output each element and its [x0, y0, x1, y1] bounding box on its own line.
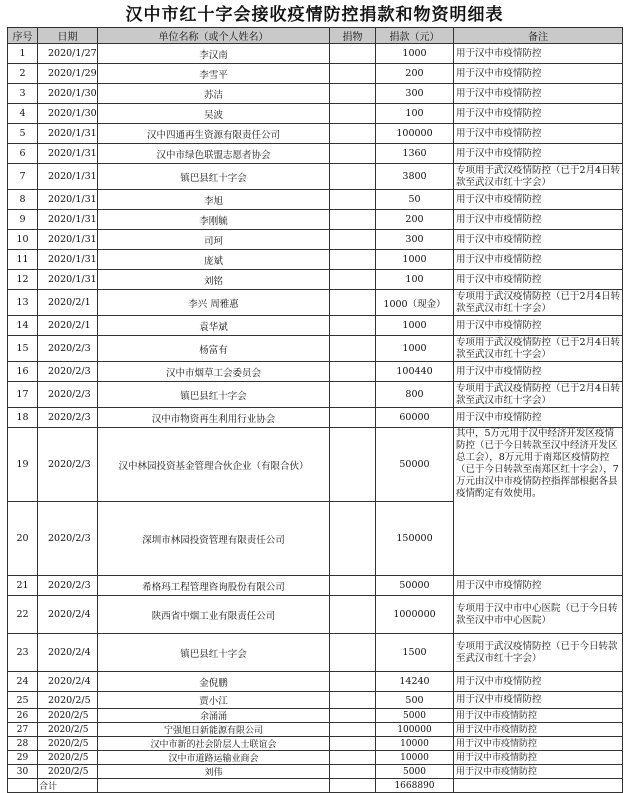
- cell-date[interactable]: 2020/2/1: [38, 316, 98, 336]
- cell-amount[interactable]: 5000: [376, 709, 454, 723]
- cell-no[interactable]: 15: [8, 336, 38, 362]
- cell-no[interactable]: 29: [8, 751, 38, 765]
- cell-amount[interactable]: 100000: [376, 124, 454, 144]
- cell-unit[interactable]: 汉中林园投资基金管理合伙企业（有限合伙）: [98, 428, 330, 502]
- table-row: [8, 428, 623, 502]
- cell-amount[interactable]: 1500: [376, 634, 454, 672]
- cell-date[interactable]: 2020/2/5: [38, 723, 98, 737]
- cell-note[interactable]: 专项用于武汉疫情防控（已于今日转款至武汉市红十字会）: [454, 634, 623, 672]
- cell-goods[interactable]: [330, 692, 376, 709]
- cell-goods[interactable]: [330, 751, 376, 765]
- cell-no[interactable]: 12: [8, 270, 38, 290]
- cell-no[interactable]: 14: [8, 316, 38, 336]
- cell-unit[interactable]: 刘铭: [98, 270, 330, 290]
- table-row: [8, 336, 623, 362]
- cell-goods[interactable]: [330, 84, 376, 104]
- table-row: [8, 362, 623, 382]
- column-header-amount[interactable]: 捐款（元）: [376, 28, 454, 44]
- cell-unit[interactable]: 汉中市新的社会阶层人士联谊会: [98, 737, 330, 751]
- cell-unit[interactable]: 李刚毓: [98, 210, 330, 230]
- cell-note[interactable]: 用于汉中市疫情防控: [454, 124, 623, 144]
- cell-goods[interactable]: [330, 104, 376, 124]
- cell-goods[interactable]: [330, 502, 376, 576]
- cell-date[interactable]: 2020/1/31: [38, 210, 98, 230]
- cell-no[interactable]: [8, 779, 38, 793]
- cell-note[interactable]: 用于汉中市疫情防控: [454, 84, 623, 104]
- cell-note[interactable]: 用于汉中市疫情防控: [454, 316, 623, 336]
- cell-date[interactable]: 2020/1/31: [38, 144, 98, 164]
- cell-goods[interactable]: [330, 362, 376, 382]
- cell-note[interactable]: 专项用于武汉疫情防控（已于2月4日转款至武汉市红十字会）: [454, 382, 623, 408]
- cell-amount[interactable]: 1000: [376, 316, 454, 336]
- cell-goods[interactable]: [330, 124, 376, 144]
- table-row: [8, 723, 623, 737]
- cell-date[interactable]: 2020/2/5: [38, 692, 98, 709]
- cell-note[interactable]: 用于汉中市疫情防控: [454, 709, 623, 723]
- cell-date[interactable]: 2020/2/3: [38, 428, 98, 502]
- cell-goods[interactable]: [330, 576, 376, 596]
- cell-note[interactable]: 用于汉中市疫情防控: [454, 104, 623, 124]
- cell-no[interactable]: 6: [8, 144, 38, 164]
- cell-amount[interactable]: 800: [376, 382, 454, 408]
- cell-no[interactable]: 16: [8, 362, 38, 382]
- cell-date[interactable]: 2020/1/31: [38, 164, 98, 190]
- cell-amount[interactable]: 200: [376, 64, 454, 84]
- cell-amount[interactable]: 10000: [376, 737, 454, 751]
- cell-note[interactable]: 用于汉中市疫情防控: [454, 408, 623, 428]
- cell-unit[interactable]: 宁强旭日新能源有限公司: [98, 723, 330, 737]
- cell-amount[interactable]: 1360: [376, 144, 454, 164]
- cell-date[interactable]: 2020/1/30: [38, 84, 98, 104]
- cell-no[interactable]: 21: [8, 576, 38, 596]
- table-row: [8, 382, 623, 408]
- cell-amount[interactable]: 50000: [376, 576, 454, 596]
- cell-amount[interactable]: 1000: [376, 336, 454, 362]
- column-header-unit[interactable]: 单位名称（或个人姓名）: [98, 28, 330, 44]
- cell-unit[interactable]: 汉中市道路运输业商会: [98, 751, 330, 765]
- cell-date[interactable]: 2020/2/3: [38, 408, 98, 428]
- cell-no[interactable]: 7: [8, 164, 38, 190]
- cell-goods[interactable]: [330, 144, 376, 164]
- cell-note[interactable]: 用于汉中市疫情防控: [454, 362, 623, 382]
- cell-unit[interactable]: 金倪鹏: [98, 672, 330, 692]
- cell-amount[interactable]: 100440: [376, 362, 454, 382]
- cell-note[interactable]: [454, 779, 623, 793]
- table-row: [8, 250, 623, 270]
- cell-goods[interactable]: [330, 428, 376, 502]
- cell-goods[interactable]: [330, 290, 376, 316]
- cell-goods[interactable]: [330, 382, 376, 408]
- table-row: [8, 692, 623, 709]
- table-row: [8, 290, 623, 316]
- cell-no[interactable]: 26: [8, 709, 38, 723]
- cell-no[interactable]: 27: [8, 723, 38, 737]
- column-header-date[interactable]: 日期: [38, 28, 98, 44]
- total-label[interactable]: 合计: [38, 779, 98, 793]
- cell-unit[interactable]: [98, 779, 330, 793]
- table-row: [8, 230, 623, 250]
- cell-date[interactable]: 2020/2/3: [38, 362, 98, 382]
- cell-amount[interactable]: 14240: [376, 672, 454, 692]
- cell-no[interactable]: 10: [8, 230, 38, 250]
- column-header-no[interactable]: 序号: [8, 28, 38, 44]
- cell-note[interactable]: 用于汉中市疫情防控: [454, 737, 623, 751]
- table-row: [8, 124, 623, 144]
- table-row: [8, 634, 623, 672]
- cell-unit[interactable]: 司珂: [98, 230, 330, 250]
- cell-no[interactable]: 30: [8, 765, 38, 779]
- cell-amount[interactable]: 3800: [376, 164, 454, 190]
- cell-no[interactable]: 28: [8, 737, 38, 751]
- table-body: [8, 44, 623, 793]
- cell-amount[interactable]: 60000: [376, 408, 454, 428]
- cell-unit[interactable]: 汉中市绿色联盟志愿者协会: [98, 144, 330, 164]
- cell-no[interactable]: 5: [8, 124, 38, 144]
- table-row: [8, 44, 623, 64]
- cell-goods[interactable]: [330, 336, 376, 362]
- cell-date[interactable]: 2020/1/29: [38, 64, 98, 84]
- cell-date[interactable]: 2020/2/3: [38, 502, 98, 576]
- cell-no[interactable]: 1: [8, 44, 38, 64]
- cell-note[interactable]: 专项用于汉中市中心医院（已于今日转款至汉中市中心医院）: [454, 596, 623, 634]
- cell-goods[interactable]: [330, 408, 376, 428]
- table-row: [8, 144, 623, 164]
- cell-date[interactable]: 2020/2/3: [38, 336, 98, 362]
- cell-note[interactable]: 用于汉中市疫情防控: [454, 692, 623, 709]
- cell-note[interactable]: 用于汉中市疫情防控: [454, 190, 623, 210]
- cell-note[interactable]: 专项用于武汉疫情防控（已于2月4日转款至武汉市红十字会）: [454, 336, 623, 362]
- cell-unit[interactable]: 镇巴县红十字会: [98, 164, 330, 190]
- cell-note[interactable]: 用于汉中市疫情防控: [454, 44, 623, 64]
- cell-note[interactable]: 用于汉中市疫情防控: [454, 765, 623, 779]
- cell-no[interactable]: 8: [8, 190, 38, 210]
- cell-date[interactable]: 2020/2/3: [38, 382, 98, 408]
- cell-goods[interactable]: [330, 64, 376, 84]
- cell-amount[interactable]: 100: [376, 104, 454, 124]
- sheet-title: 汉中市红十字会接收疫情防控捐款和物资明细表: [125, 5, 504, 25]
- table-row: [8, 270, 623, 290]
- cell-goods[interactable]: [330, 250, 376, 270]
- cell-no[interactable]: 25: [8, 692, 38, 709]
- cell-amount[interactable]: 100: [376, 270, 454, 290]
- table-row: [8, 672, 623, 692]
- table-row: [8, 84, 623, 104]
- cell-date[interactable]: 2020/2/4: [38, 634, 98, 672]
- cell-date[interactable]: 2020/2/4: [38, 672, 98, 692]
- donation-table: [7, 27, 623, 793]
- cell-no[interactable]: 9: [8, 210, 38, 230]
- cell-amount[interactable]: 500: [376, 692, 454, 709]
- cell-date[interactable]: 2020/2/5: [38, 709, 98, 723]
- cell-note[interactable]: 专项用于武汉疫情防控（已于2月4日转款至武汉市红十字会）: [454, 164, 623, 190]
- cell-note[interactable]: 用于汉中市疫情防控: [454, 672, 623, 692]
- table-row: [8, 190, 623, 210]
- cell-unit[interactable]: 镇巴县红十字会: [98, 634, 330, 672]
- cell-no[interactable]: 11: [8, 250, 38, 270]
- cell-goods[interactable]: [330, 779, 376, 793]
- table-row: [8, 64, 623, 84]
- cell-goods[interactable]: [330, 190, 376, 210]
- cell-date[interactable]: 2020/1/31: [38, 124, 98, 144]
- cell-goods[interactable]: [330, 737, 376, 751]
- cell-date[interactable]: 2020/1/31: [38, 190, 98, 210]
- cell-goods[interactable]: [330, 44, 376, 64]
- cell-note[interactable]: 专项用于武汉疫情防控（已于2月4日转款至武汉市红十字会）: [454, 290, 623, 316]
- cell-no[interactable]: 19: [8, 428, 38, 502]
- cell-note[interactable]: 用于汉中市疫情防控: [454, 144, 623, 164]
- cell-amount[interactable]: 10000: [376, 751, 454, 765]
- table-row: [8, 737, 623, 751]
- cell-date[interactable]: 2020/2/1: [38, 290, 98, 316]
- cell-amount[interactable]: 50: [376, 190, 454, 210]
- cell-goods[interactable]: [330, 723, 376, 737]
- cell-unit[interactable]: 贾小江: [98, 692, 330, 709]
- cell-note[interactable]: 用于汉中市疫情防控: [454, 751, 623, 765]
- column-header-note[interactable]: 备注: [454, 28, 623, 44]
- cell-goods[interactable]: [330, 164, 376, 190]
- cell-note[interactable]: 用于汉中市疫情防控: [454, 270, 623, 290]
- cell-no[interactable]: 4: [8, 104, 38, 124]
- cell-unit[interactable]: 汉中四通再生资源有限责任公司: [98, 124, 330, 144]
- table-row: [8, 408, 623, 428]
- cell-goods[interactable]: [330, 230, 376, 250]
- table-row: [8, 164, 623, 190]
- cell-no[interactable]: 22: [8, 596, 38, 634]
- cell-no[interactable]: 2: [8, 64, 38, 84]
- cell-goods[interactable]: [330, 210, 376, 230]
- table-row: [8, 751, 623, 765]
- column-header-goods[interactable]: 捐物: [330, 28, 376, 44]
- cell-goods[interactable]: [330, 270, 376, 290]
- cell-unit[interactable]: 李旭: [98, 190, 330, 210]
- cell-amount[interactable]: 100000: [376, 723, 454, 737]
- cell-no[interactable]: 23: [8, 634, 38, 672]
- cell-unit[interactable]: 李雪平: [98, 64, 330, 84]
- table-row: [8, 576, 623, 596]
- table-row: [8, 104, 623, 124]
- cell-amount[interactable]: 1000: [376, 44, 454, 64]
- cell-note[interactable]: 用于汉中市疫情防控: [454, 64, 623, 84]
- cell-no[interactable]: 17: [8, 382, 38, 408]
- header-row: [8, 28, 623, 44]
- cell-unit[interactable]: 陕西省中烟工业有限责任公司: [98, 596, 330, 634]
- cell-date[interactable]: 2020/2/5: [38, 737, 98, 751]
- cell-unit[interactable]: 希格玛工程管理咨询股份有限公司: [98, 576, 330, 596]
- cell-date[interactable]: 2020/1/31: [38, 230, 98, 250]
- cell-unit[interactable]: 李兴 周雅惠: [98, 290, 330, 316]
- cell-no[interactable]: 13: [8, 290, 38, 316]
- cell-amount[interactable]: 50000: [376, 428, 454, 502]
- cell-goods[interactable]: [330, 596, 376, 634]
- cell-note[interactable]: 用于汉中市疫情防控: [454, 576, 623, 596]
- cell-note[interactable]: 用于汉中市疫情防控: [454, 210, 623, 230]
- cell-date[interactable]: 2020/2/5: [38, 751, 98, 765]
- cell-amount[interactable]: 300: [376, 84, 454, 104]
- cell-no[interactable]: 18: [8, 408, 38, 428]
- cell-unit[interactable]: 杨富有: [98, 336, 330, 362]
- cell-unit[interactable]: 余涌涌: [98, 709, 330, 723]
- cell-goods[interactable]: [330, 316, 376, 336]
- cell-no[interactable]: 24: [8, 672, 38, 692]
- cell-note[interactable]: 用于汉中市疫情防控: [454, 250, 623, 270]
- cell-unit[interactable]: 汉中市烟草工会委员会: [98, 362, 330, 382]
- total-amount[interactable]: 1668890: [376, 779, 454, 793]
- cell-unit[interactable]: 镇巴县红十字会: [98, 382, 330, 408]
- cell-unit[interactable]: 庞斌: [98, 250, 330, 270]
- cell-note[interactable]: 其中，5万元用于汉中经济开发区疫情防控（已于今日转款至汉中经济开发区总工会），8万元用于南郑区疫情防控（已于今日转款至南郑区红十字会），7万元由汉中市疫情防控指挥部根据各县疫情酌定有效使用。: [454, 428, 623, 576]
- total-row: [8, 779, 623, 793]
- cell-no[interactable]: 3: [8, 84, 38, 104]
- cell-unit[interactable]: 李汉南: [98, 44, 330, 64]
- cell-date[interactable]: 2020/2/3: [38, 576, 98, 596]
- cell-amount[interactable]: 1000（现金）: [376, 290, 454, 316]
- cell-unit[interactable]: 吴波: [98, 104, 330, 124]
- cell-goods[interactable]: [330, 672, 376, 692]
- table-row: [8, 596, 623, 634]
- cell-date[interactable]: 2020/1/31: [38, 250, 98, 270]
- cell-note[interactable]: 用于汉中市疫情防控: [454, 230, 623, 250]
- cell-date[interactable]: 2020/1/27: [38, 44, 98, 64]
- cell-date[interactable]: 2020/2/4: [38, 596, 98, 634]
- cell-amount[interactable]: 300: [376, 230, 454, 250]
- cell-date[interactable]: 2020/2/5: [38, 765, 98, 779]
- table-row: [8, 316, 623, 336]
- cell-amount[interactable]: 1000000: [376, 596, 454, 634]
- cell-unit[interactable]: 汉中市物资再生利用行业协会: [98, 408, 330, 428]
- cell-unit[interactable]: 刘伟: [98, 765, 330, 779]
- cell-date[interactable]: 2020/1/31: [38, 270, 98, 290]
- cell-goods[interactable]: [330, 709, 376, 723]
- cell-unit[interactable]: 袁华斌: [98, 316, 330, 336]
- cell-note[interactable]: 用于汉中市疫情防控: [454, 723, 623, 737]
- table-row: [8, 709, 623, 723]
- cell-amount[interactable]: 1000: [376, 250, 454, 270]
- cell-amount[interactable]: 200: [376, 210, 454, 230]
- cell-unit[interactable]: 苏洁: [98, 84, 330, 104]
- cell-unit[interactable]: 深圳市林园投资管理有限责任公司: [98, 502, 330, 576]
- cell-amount[interactable]: 5000: [376, 765, 454, 779]
- cell-date[interactable]: 2020/1/30: [38, 104, 98, 124]
- cell-amount[interactable]: 150000: [376, 502, 454, 576]
- table-row: [8, 210, 623, 230]
- cell-no[interactable]: 20: [8, 502, 38, 576]
- cell-goods[interactable]: [330, 634, 376, 672]
